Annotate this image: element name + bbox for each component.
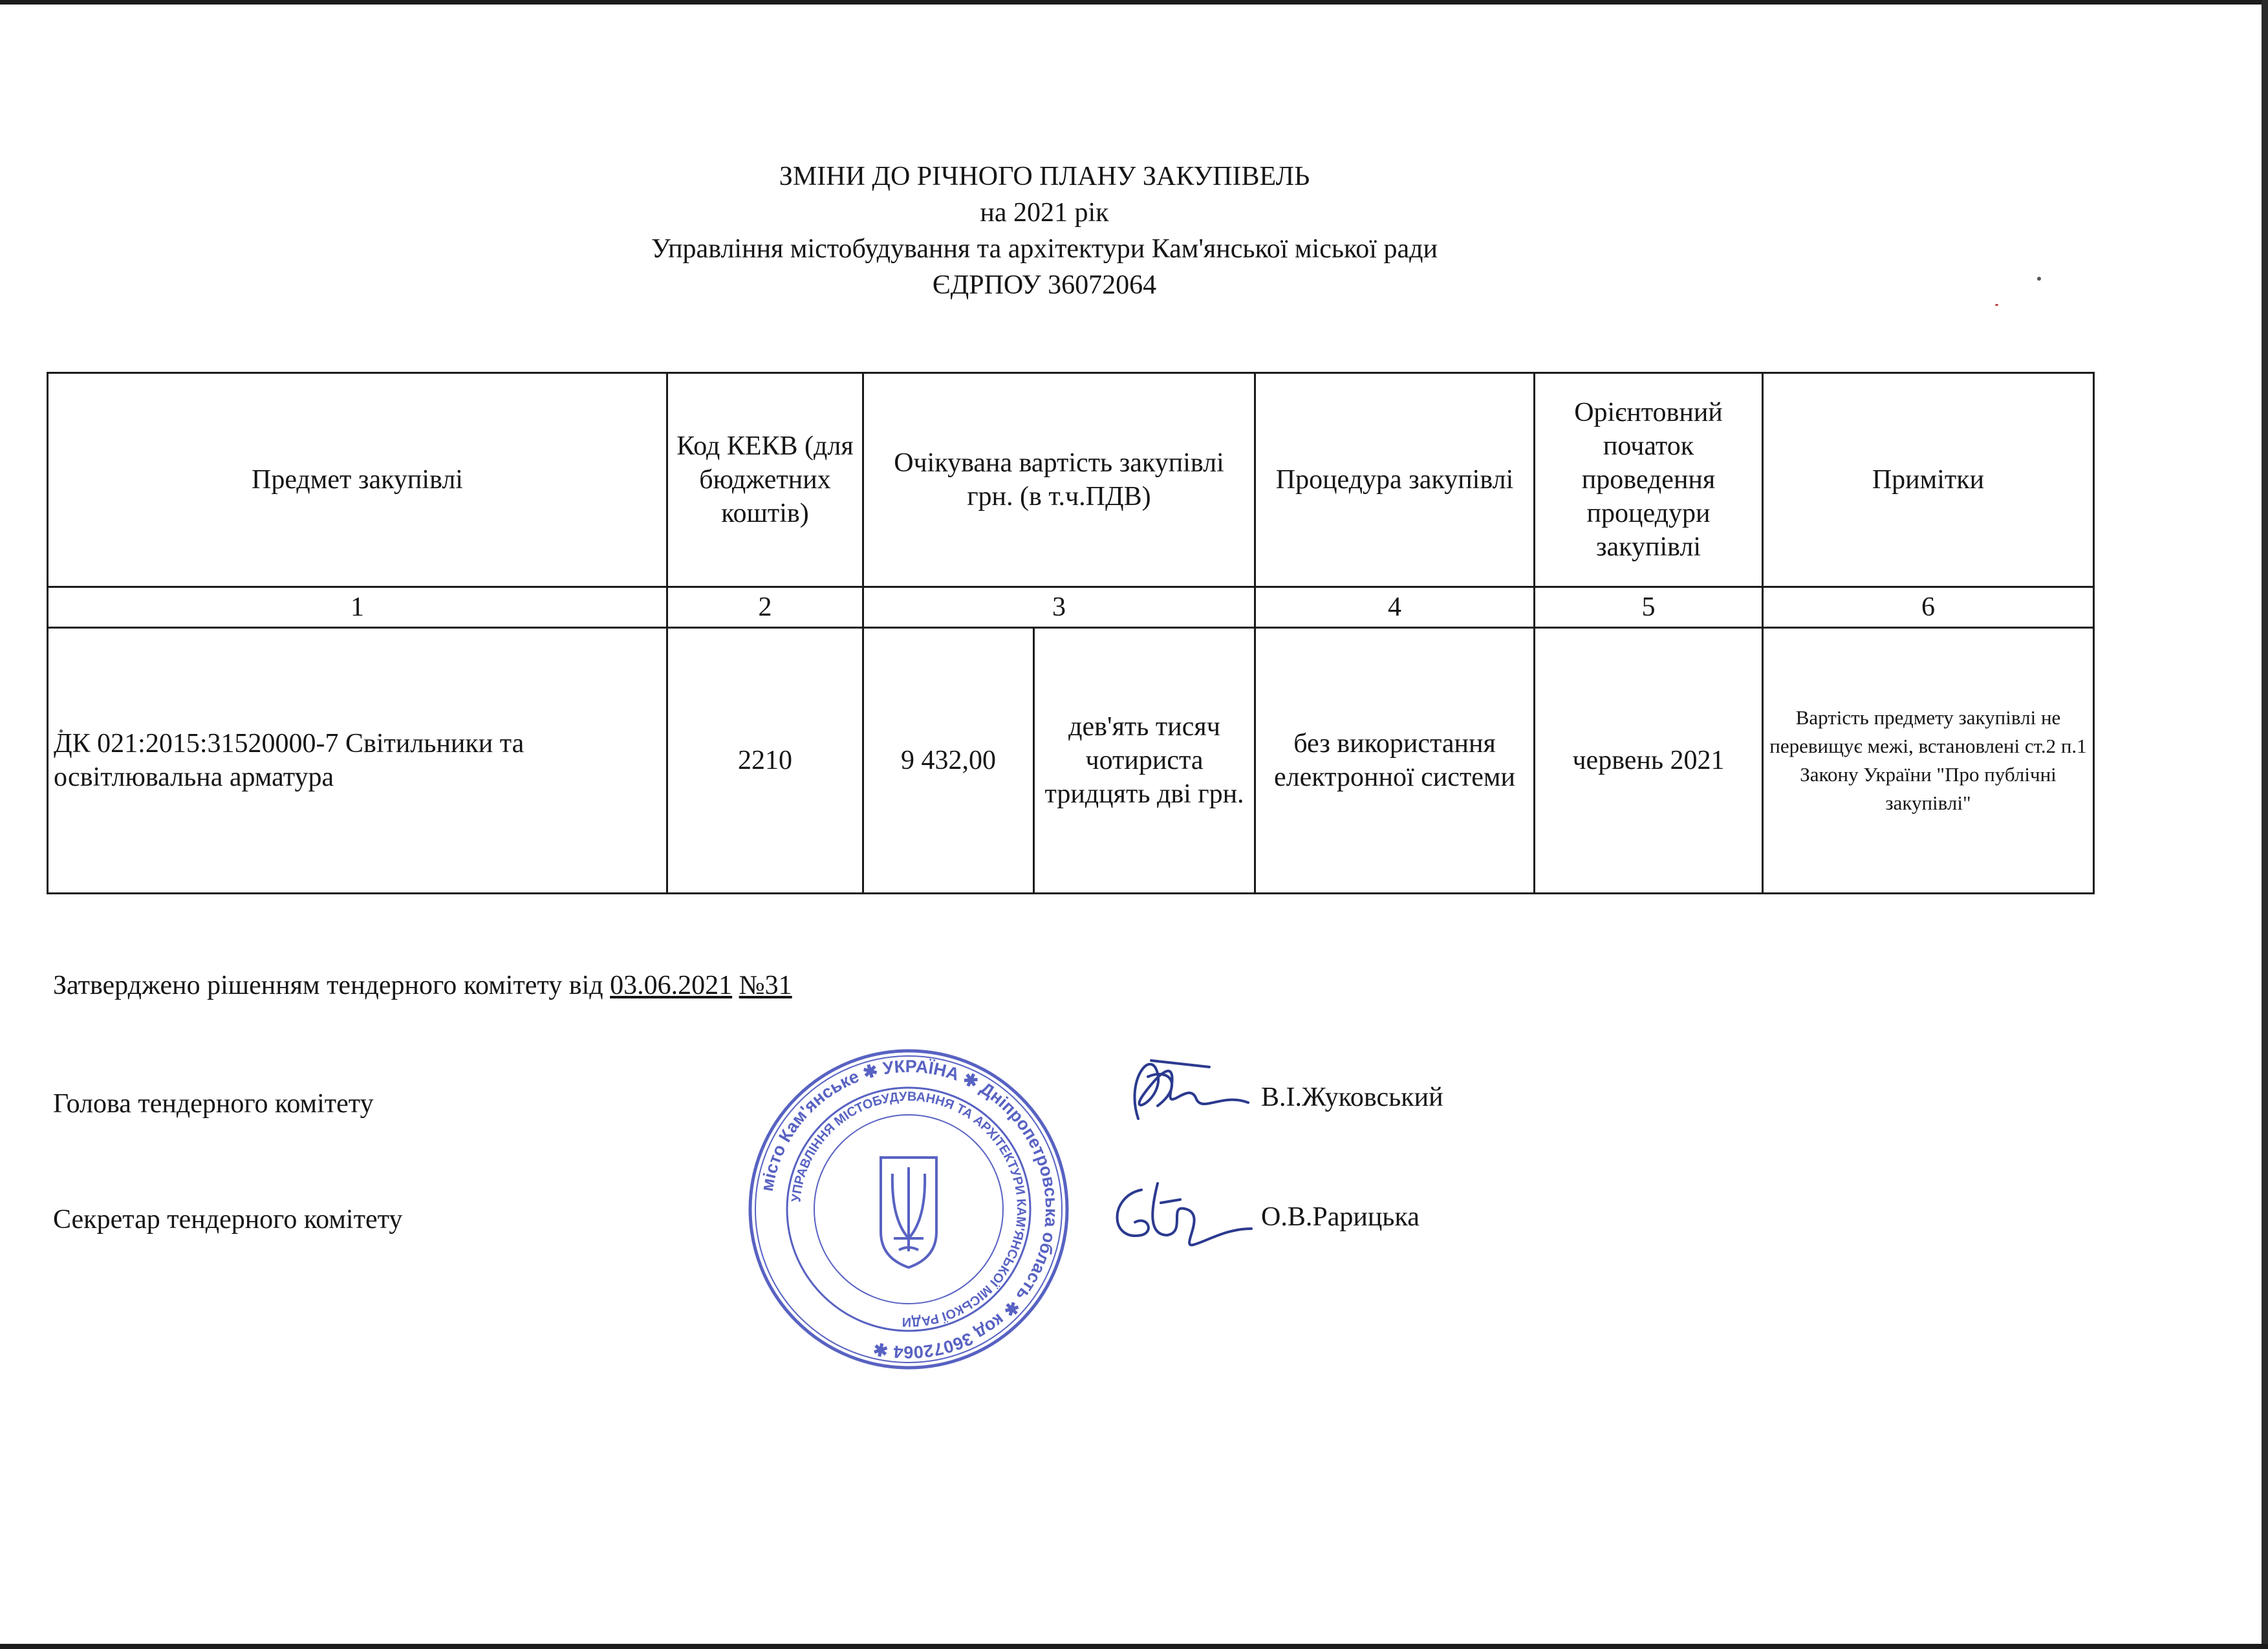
scan-speck — [1995, 304, 1998, 306]
chair-name: В.І.Жуковський — [1261, 1083, 1443, 1112]
cell-subject: ДК 021:2015:31520000-7 Світильники та освітлювальна арматура — [48, 628, 667, 894]
approval-date: 03.06.2021 — [610, 971, 733, 1000]
secretary-role: Секретар тендерного комітету — [53, 1205, 403, 1234]
secretary-name: О.В.Рарицька — [1261, 1202, 1420, 1232]
header-start: Орієнтовний початок проведення процедури закупівлі — [1535, 373, 1763, 587]
approval-number: №31 — [739, 971, 792, 1000]
chair-signature — [1112, 1041, 1255, 1138]
cell-kekv: 2210 — [667, 628, 863, 894]
column-number: 4 — [1255, 587, 1535, 628]
column-number: 5 — [1535, 587, 1763, 628]
approval-line — [53, 970, 792, 1001]
approval-text: Затверджено рішенням тендерного комітету від — [53, 971, 603, 1000]
cell-procedure: без використання електронної системи — [1255, 628, 1535, 894]
header-expected-cost: Очікувана вартість закупівлі грн. (в т.ч.ПДВ) — [863, 373, 1255, 587]
header-notes: Примітки — [1763, 373, 2094, 587]
scan-edge-top — [0, 0, 2268, 5]
table-row — [48, 628, 2094, 894]
procurement-plan-table — [47, 372, 2095, 894]
column-number: 2 — [667, 587, 863, 628]
plan-year: на 2021 рік — [980, 198, 1109, 228]
column-number: 3 — [863, 587, 1255, 628]
document-header — [0, 158, 2089, 303]
scan-edge-right — [2262, 0, 2268, 1649]
table-header-row — [48, 373, 2094, 587]
organization-name: Управління містобудування та архітектури Кам'янської міської ради — [651, 234, 1438, 264]
header-procedure: Процедура закупівлі — [1255, 373, 1535, 587]
document-title: ЗМІНИ ДО РІЧНОГО ПЛАНУ ЗАКУПІВЕЛЬ — [779, 162, 1310, 191]
header-kekv: Код КЕКВ (для бюджетних коштів) — [667, 373, 863, 587]
column-number-row — [48, 587, 2094, 628]
cell-start: червень 2021 — [1535, 628, 1763, 894]
edrpou-code: ЄДРПОУ 36072064 — [932, 270, 1157, 300]
chair-role: Голова тендерного комітету — [53, 1089, 374, 1119]
cell-cost-words: дев'ять тисяч чотириста тридцять дві грн. — [1034, 628, 1255, 894]
trident-icon — [892, 1167, 925, 1251]
official-stamp — [744, 1044, 1074, 1374]
secretary-signature — [1096, 1164, 1258, 1261]
scan-edge-bottom — [0, 1644, 2268, 1649]
header-subject: Предмет закупівлі — [48, 373, 667, 587]
column-number: 6 — [1763, 587, 2094, 628]
column-number: 1 — [48, 587, 667, 628]
stamp-outer-text: місто Кам'янське ✱ УКРАЇНА ✱ Дніпропетровська область ✱ код 36072064 ✱ — [757, 1056, 1062, 1363]
cell-notes: Вартість предмету закупівлі не перевищує межі, встановлені ст.2 п.1 Закону України "Про публічні закупівлі" — [1763, 628, 2094, 894]
cell-cost-numeric: 9 432,00 — [863, 628, 1034, 894]
stamp-inner-text: УПРАВЛІННЯ МІСТОБУДУВАННЯ ТА АРХІТЕКТУРИ КАМ'ЯНСЬКОЇ МІСЬКОЇ РАДИ — [789, 1089, 1029, 1330]
